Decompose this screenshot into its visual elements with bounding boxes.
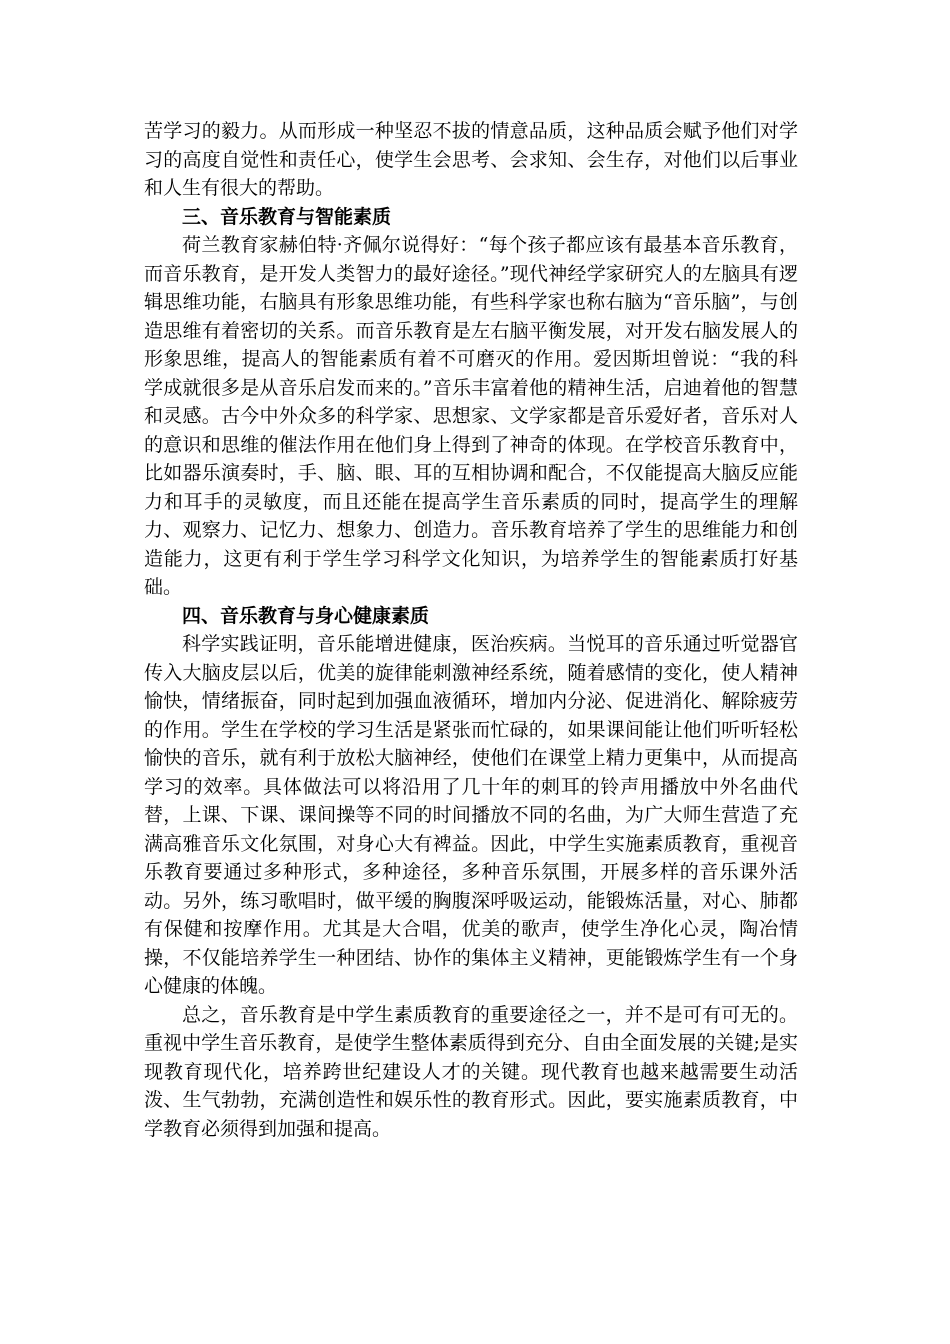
paragraph-section-4: 科学实践证明，音乐能增进健康，医治疾病。当悦耳的音乐通过听觉器官传入大脑皮层以后，优美的旋律能刺激神经系统，随着感情的变化，使人精神愉快，情绪振奋，同时起到加强血液循环，增加内分泌、促进消化、解除疲劳的作用。学生在学校的学习生活是紧张而忙碌的，如果课间能让他们听听轻松愉快的音乐，就有利于放松大脑神经，使他们在课堂上精力更集中，从而提高学习的效率。具体做法可以将沿用了几十年的刺耳的铃声用播放中外名曲代替，上课、下课、课间操等不同的时间播放不同的名曲，为广大师生营造了充满高雅音乐文化氛围，对身心大有裨益。因此，中学生实施素质教育，重视音乐教育要通过多种形式，多种途径，多种音乐氛围，开展多样的音乐课外活动。另外，练习歌唱时，做平缓的胸腹深呼吸运动，能锻炼活量，对心、肺都有保健和按摩作用。尤其是大合唱，优美的歌声，使学生净化心灵，陶冶情操，不仅能培养学生一种团结、协作的集体主义精神，更能锻炼学生有一个身心健康的体魄。 (144, 633, 798, 997)
section-heading-4: 四、音乐教育与身心健康素质 (182, 604, 430, 627)
paragraph-section-3: 荷兰教育家赫伯特·齐佩尔说得好：“每个孩子都应该有最基本音乐教育，而音乐教育，是开发人类智力的最好途径。”现代神经学家研究人的左脑具有逻辑思维功能，右脑具有形象思维功能，有些科学家也称右脑为“音乐脑”，与创造思维有着密切的关系。而音乐教育是左右脑平衡发展，对开发右脑发展人的形象思维，提高人的智能素质有着不可磨灭的作用。爱因斯坦曾说：“我的科学成就很多是从音乐启发而来的。”音乐丰富着他的精神生活，启迪着他的智慧和灵感。古今中外众多的科学家、思想家、文学家都是音乐爱好者，音乐对人的意识和思维的催法作用在他们身上得到了神奇的体现。在学校音乐教育中，比如器乐演奏时，手、脑、眼、耳的互相协调和配合，不仅能提高大脑反应能力和耳手的灵敏度，而且还能在提高学生音乐素质的同时，提高学生的理解力、观察力、记忆力、想象力、创造力。音乐教育培养了学生的思维能力和创造能力，这更有利于学生学习科学文化知识，为培养学生的智能素质打好基础。 (144, 234, 798, 598)
paragraph-intro-continuation: 苦学习的毅力。从而形成一种坚忍不拔的情意品质，这种品质会赋予他们对学习的高度自觉性和责任心，使学生会思考、会求知、会生存，对他们以后事业和人生有很大的帮助。 (144, 120, 798, 199)
document-page (144, 117, 798, 1143)
paragraph-conclusion: 总之，音乐教育是中学生素质教育的重要途径之一，并不是可有可无的。重视中学生音乐教育，是使学生整体素质得到充分、自由全面发展的关键;是实现教育现代化，培养跨世纪建设人才的关键。现代教育也越来越需要生动活泼、生气勃勃，充满创造性和娱乐性的教育形式。因此，要实施素质教育，中学教育必须得到加强和提高。 (144, 1003, 798, 1140)
section-heading-3: 三、音乐教育与智能素质 (182, 205, 392, 228)
